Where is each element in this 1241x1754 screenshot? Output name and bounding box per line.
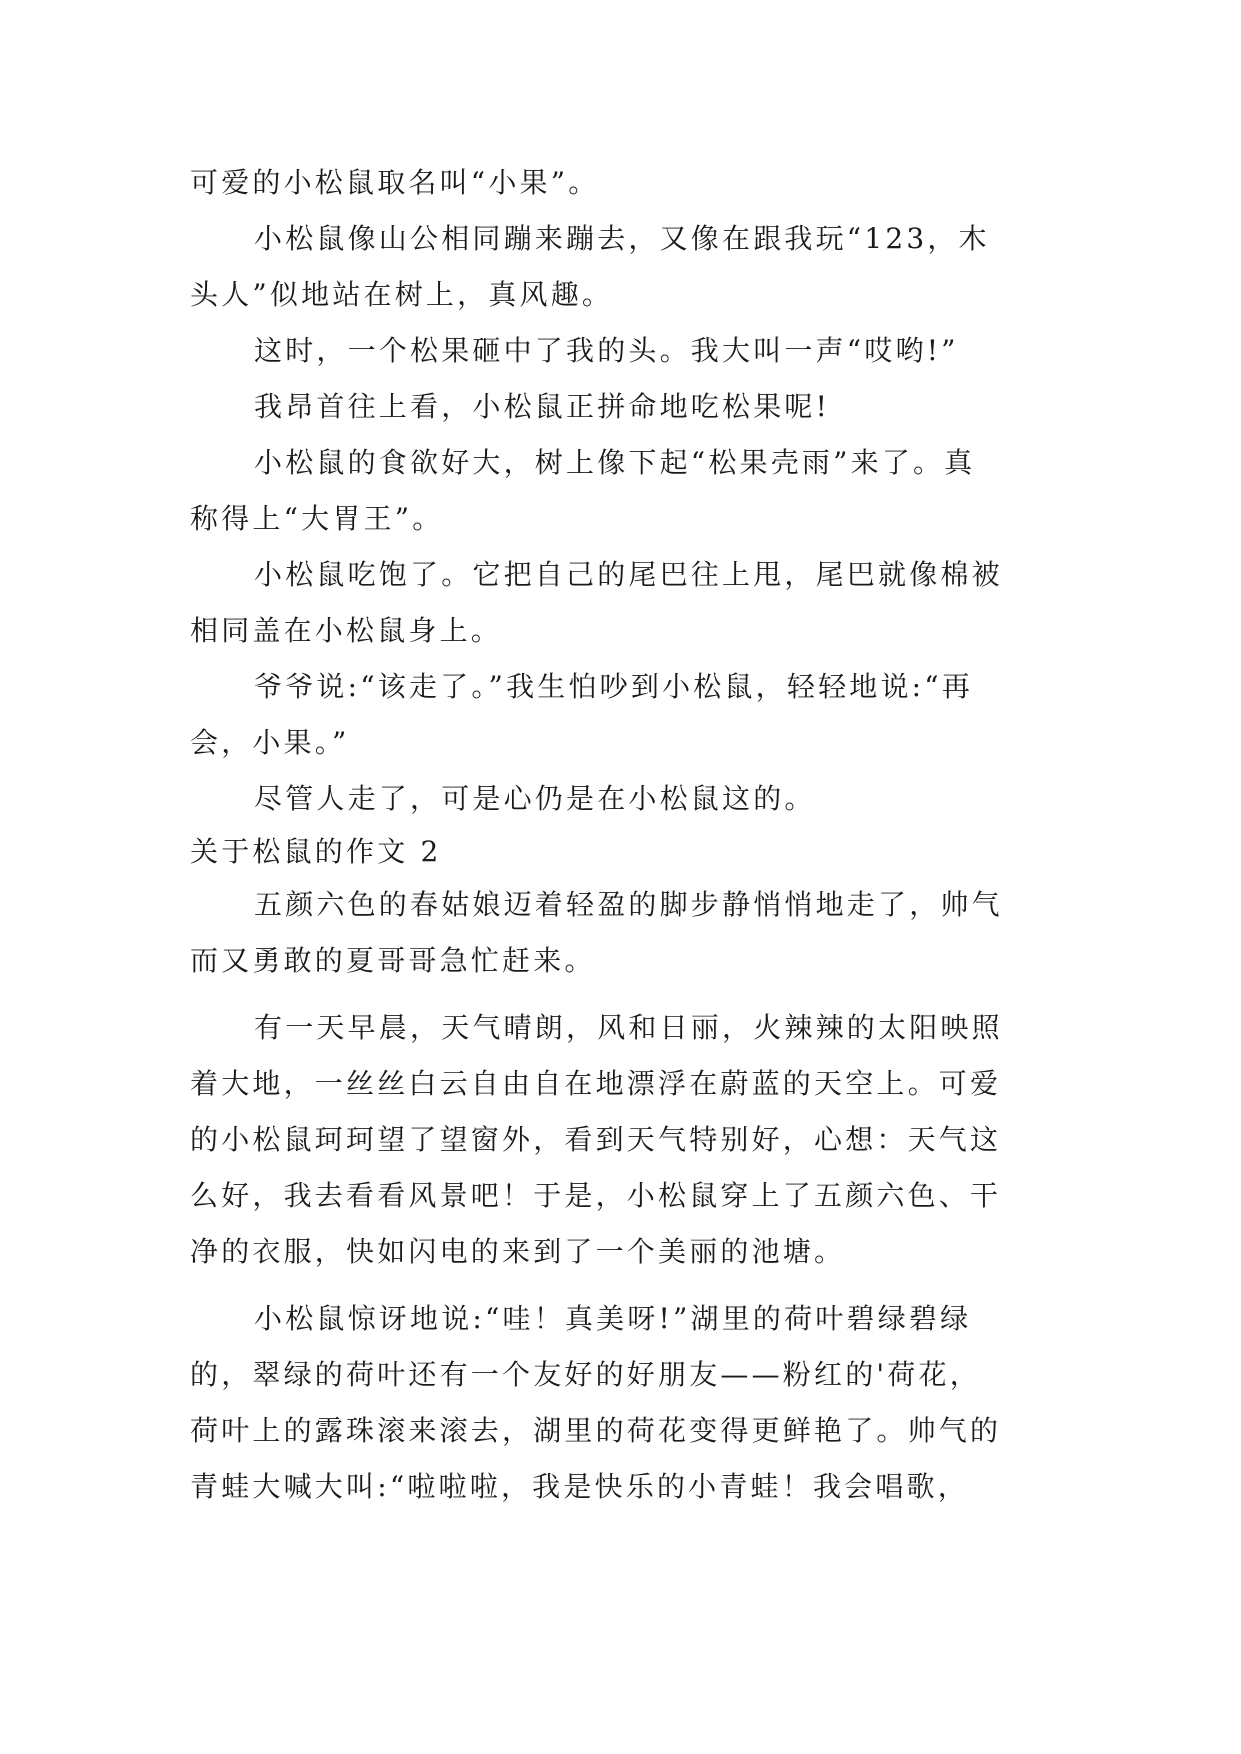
paragraph-gap: [190, 989, 1052, 1000]
paragraph-line: 可爱的小松鼠取名叫“小果”。: [190, 166, 600, 199]
paragraph-line: 的小松鼠珂珂望了望窗外，看到天气特别好，心想：天气这: [190, 1123, 1002, 1156]
paragraph-line: 这时，一个松果砸中了我的头。我大叫一声“哎哟!”: [254, 334, 959, 367]
document-body: [190, 155, 1052, 1515]
paragraph-line: 相同盖在小松鼠身上。: [190, 614, 503, 647]
paragraph-line: 有一天早晨，天气晴朗，风和日丽，火辣辣的太阳映照: [254, 1011, 1003, 1044]
paragraph-line: 的，翠绿的荷叶还有一个友好的好朋友——粉红的'荷花，: [190, 1358, 981, 1391]
paragraph-line: 青蛙大喊大叫:“啦啦啦，我是快乐的小青蛙！我会唱歌，: [190, 1470, 969, 1503]
paragraph-line: 尽管人走了，可是心仍是在小松鼠这的。: [254, 782, 816, 815]
paragraph-line: 称得上“大胃王”。: [190, 502, 444, 535]
paragraph-line: 头人”似地站在树上，真风趣。: [190, 278, 614, 311]
paragraph-line: 而又勇敢的夏哥哥急忙赶来。: [190, 944, 596, 977]
paragraph-line: 小松鼠吃饱了。它把自己的尾巴往上甩，尾巴就像棉被: [254, 558, 1003, 591]
paragraph-line: 荷叶上的露珠滚来滚去，湖里的荷花变得更鲜艳了。帅气的: [190, 1414, 1002, 1447]
section-heading: 关于松鼠的作文 2: [190, 835, 442, 868]
paragraph-line: 净的衣服，快如闪电的来到了一个美丽的池塘。: [190, 1235, 846, 1268]
paragraph-line: 我昂首往上看，小松鼠正拼命地吃松果呢!: [254, 390, 831, 423]
paragraph-gap: [190, 1280, 1052, 1291]
paragraph-line: 着大地，一丝丝白云自由自在地漂浮在蔚蓝的天空上。可爱: [190, 1067, 1002, 1100]
paragraph-line: 小松鼠像山公相同蹦来蹦去，又像在跟我玩“123，木: [254, 222, 990, 255]
paragraph-line: 爷爷说:“该走了。”我生怕吵到小松鼠，轻轻地说:“再: [254, 670, 974, 703]
paragraph-line: 五颜六色的春姑娘迈着轻盈的脚步静悄悄地走了，帅气: [254, 888, 1003, 921]
paragraph-line: 么好，我去看看风景吧！于是，小松鼠穿上了五颜六色、干: [190, 1179, 1002, 1212]
paragraph-line: 小松鼠的食欲好大，树上像下起“松果壳雨”来了。真: [254, 446, 976, 479]
paragraph-line: 会，小果。”: [190, 726, 350, 759]
paragraph-line: 小松鼠惊讶地说:“哇！真美呀!”湖里的荷叶碧绿碧绿: [254, 1302, 972, 1335]
